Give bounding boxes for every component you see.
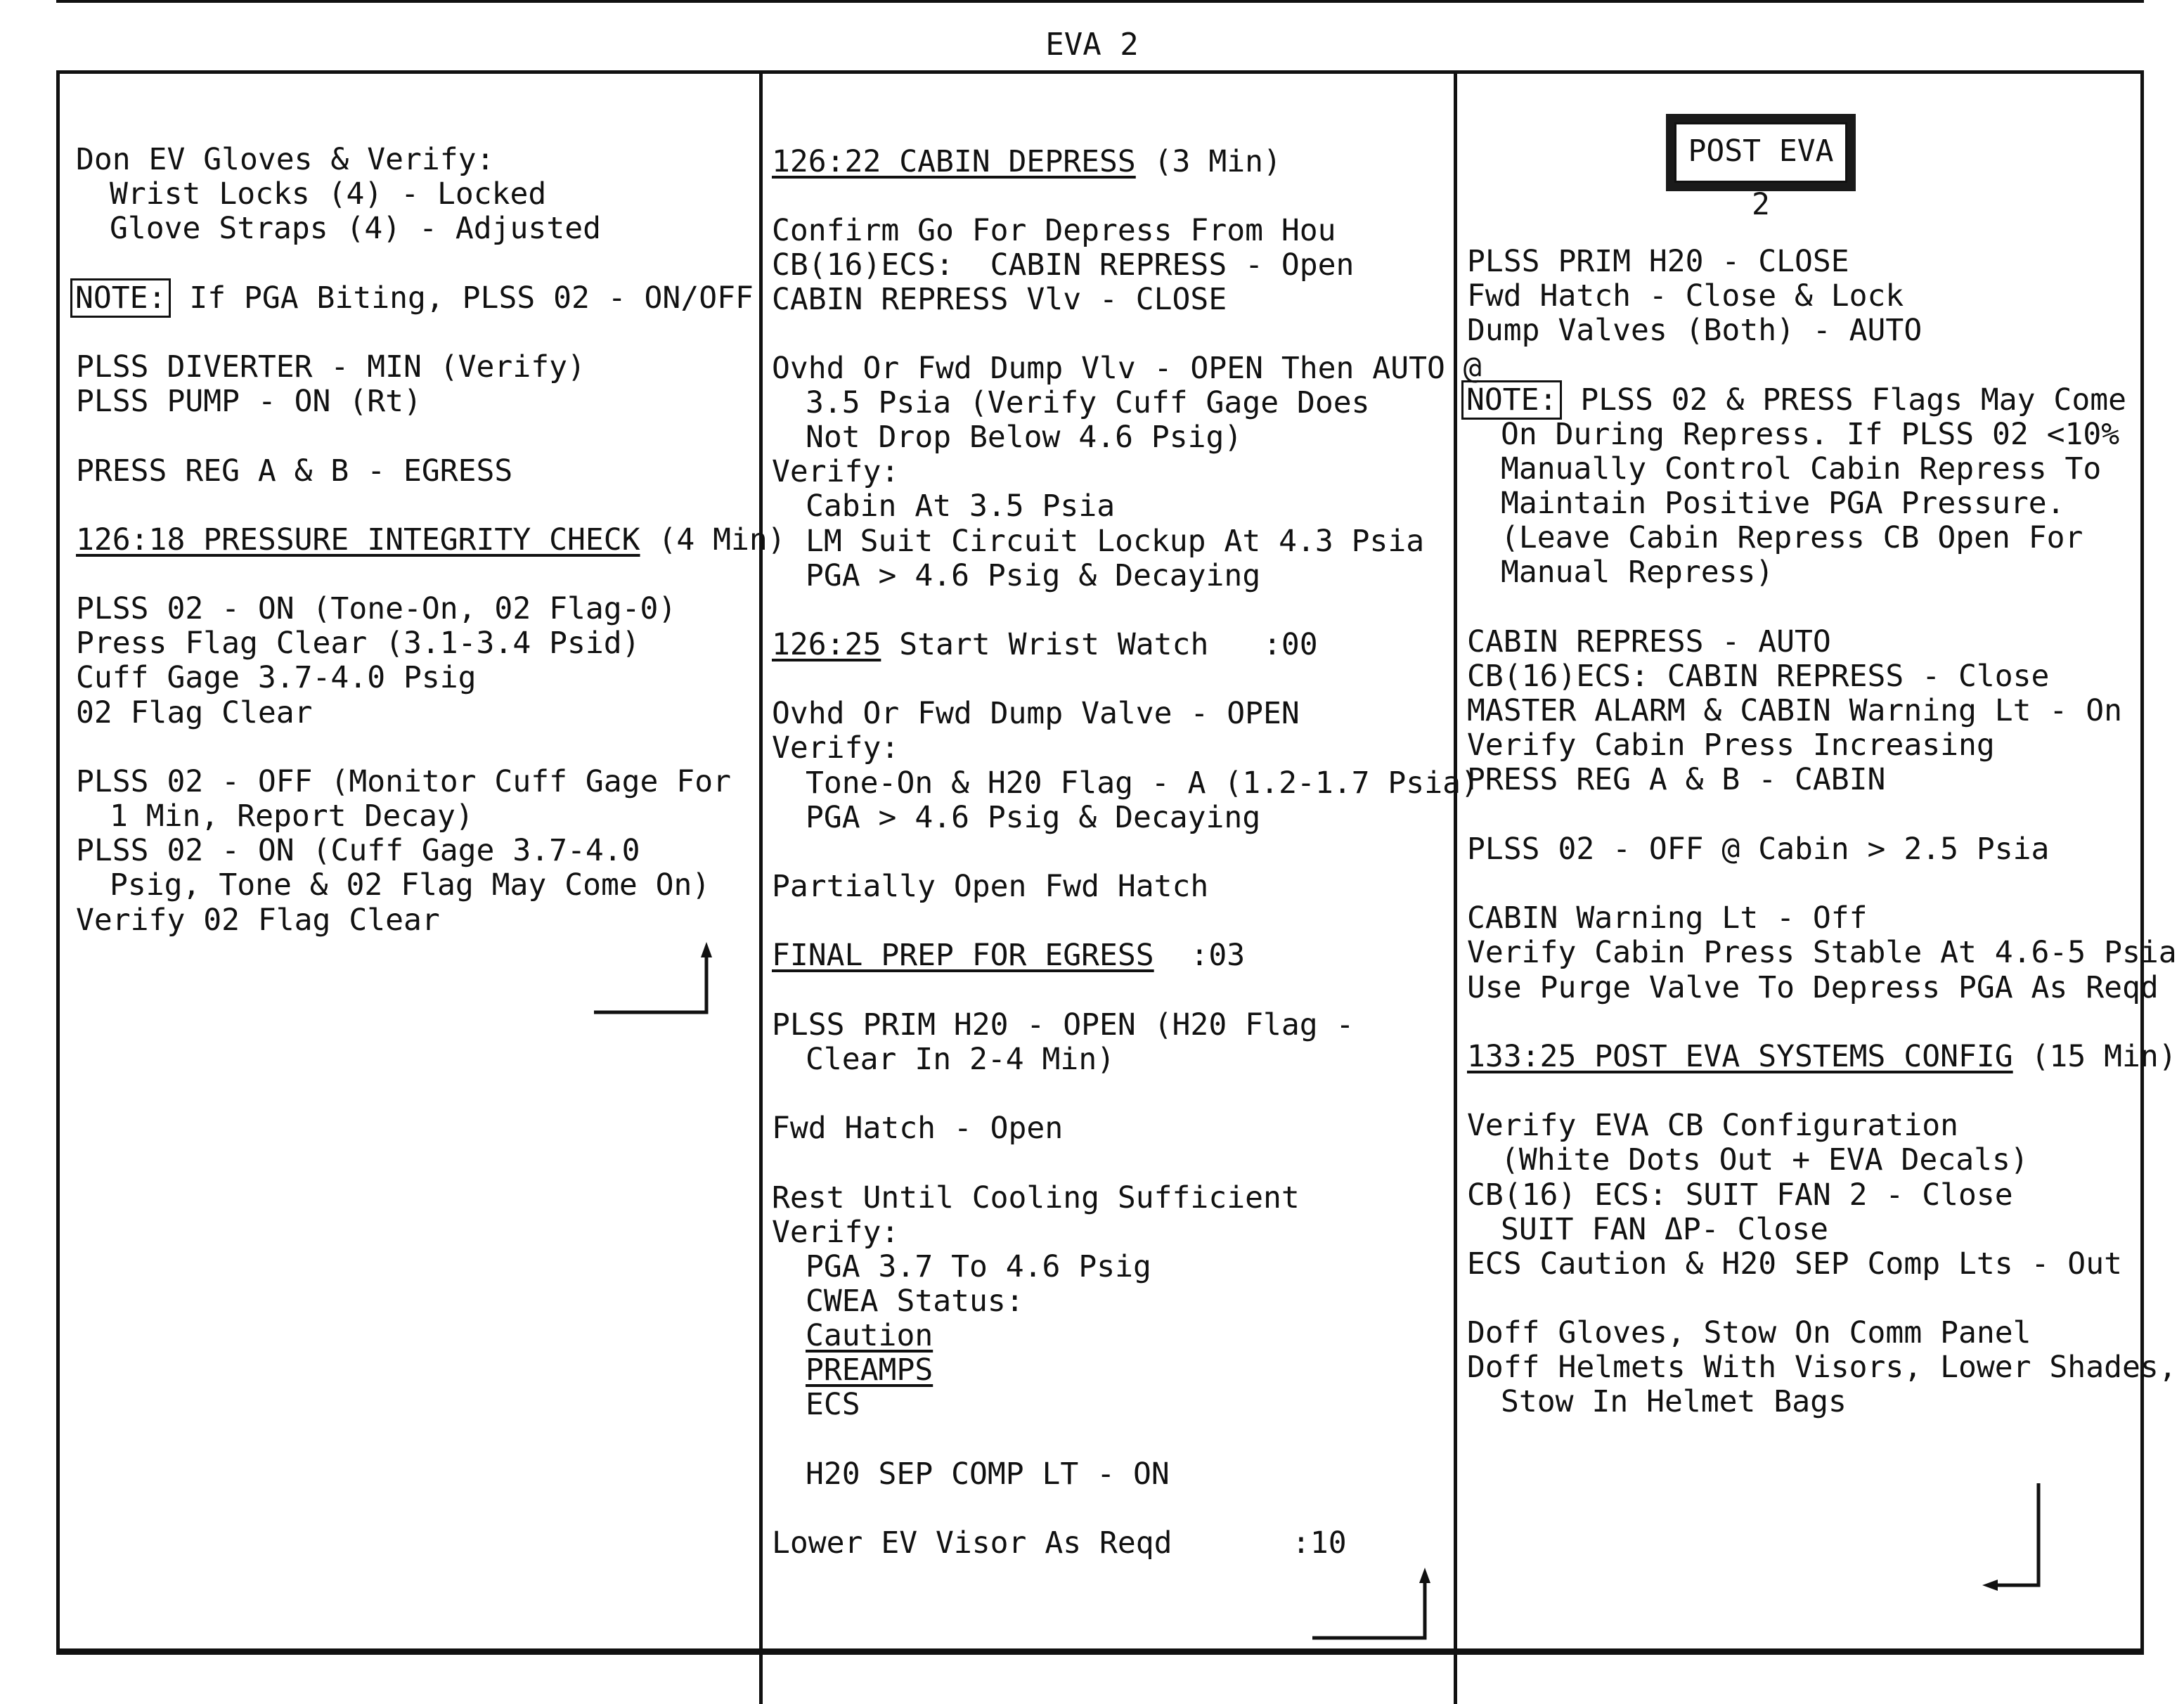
step-line: PRESS REG A & B - EGRESS bbox=[76, 453, 513, 489]
note-label: NOTE: bbox=[1461, 380, 1562, 420]
step-line: ECS Caution & H20 SEP Comp Lts - Out bbox=[1467, 1246, 2122, 1282]
cwea-preamps bbox=[772, 1353, 933, 1388]
note-line: Manual Repress) bbox=[1501, 555, 1774, 590]
step-line: Doff Helmets With Visors, Lower Shades, bbox=[1467, 1350, 2177, 1385]
note-text: PLSS 02 & PRESS Flags May Come bbox=[1580, 382, 2126, 418]
top-rule bbox=[56, 0, 2144, 3]
step-text: Lower EV Visor As Reqd bbox=[772, 1525, 1172, 1561]
step-line: PLSS PRIM H20 - OPEN (H20 Flag - bbox=[772, 1007, 1355, 1043]
column-divider bbox=[1454, 70, 1457, 1704]
step-line: CABIN REPRESS Vlv - CLOSE bbox=[772, 282, 1227, 317]
step-line: Partially Open Fwd Hatch bbox=[772, 869, 1209, 904]
bottom-band bbox=[56, 1652, 2144, 1704]
section-duration: (3 Min) bbox=[1154, 144, 1281, 179]
step-line: PGA > 4.6 Psig & Decaying bbox=[806, 800, 1261, 835]
step-line: Verify Cabin Press Increasing bbox=[1467, 728, 1995, 763]
section-heading bbox=[772, 628, 1318, 662]
step-line: PLSS 02 - OFF (Monitor Cuff Gage For bbox=[76, 764, 731, 799]
step-line: Ovhd Or Fwd Dump Vlv - OPEN Then AUTO @ bbox=[772, 351, 1482, 386]
cwea-caution bbox=[772, 1319, 933, 1353]
section-time: :03 bbox=[1190, 938, 1246, 973]
step-line: Tone-On & H20 Flag - A (1.2-1.7 Psia) bbox=[806, 766, 1479, 801]
step-line: PGA > 4.6 Psig & Decaying bbox=[806, 558, 1261, 593]
step-line: Cabin At 3.5 Psia bbox=[806, 489, 1116, 524]
section-heading bbox=[772, 145, 1281, 179]
section-heading bbox=[772, 938, 1245, 973]
step-line: PLSS 02 - OFF @ Cabin > 2.5 Psia bbox=[1467, 832, 2050, 867]
step-line: Doff Gloves, Stow On Comm Panel bbox=[1467, 1315, 2031, 1350]
cwea-caution-text: Caution bbox=[806, 1318, 933, 1353]
note-line: Manually Control Cabin Repress To bbox=[1501, 451, 2102, 486]
step-line: Ovhd Or Fwd Dump Valve - OPEN bbox=[772, 696, 1300, 731]
continue-arrow-icon bbox=[1309, 1568, 1435, 1645]
step-line: Psig, Tone & 02 Flag May Come On) bbox=[110, 867, 711, 903]
step-line: Verify EVA CB Configuration bbox=[1467, 1108, 1958, 1143]
step-line: Fwd Hatch - Close & Lock bbox=[1467, 278, 1904, 314]
step-line: Verify 02 Flag Clear bbox=[76, 903, 440, 938]
step-line bbox=[772, 1525, 1347, 1561]
step-line: Use Purge Valve To Depress PGA As Reqd bbox=[1467, 970, 2159, 1005]
step-line: PLSS DIVERTER - MIN (Verify) bbox=[76, 349, 586, 385]
step-line: 02 Flag Clear bbox=[76, 695, 313, 730]
step-line: Verify: bbox=[772, 730, 900, 766]
step-line: PRESS REG A & B - CABIN bbox=[1467, 762, 1886, 797]
section-heading-text: 126:22 CABIN DEPRESS bbox=[772, 144, 1136, 179]
step-line: Dump Valves (Both) - AUTO bbox=[1467, 313, 1923, 348]
section-heading-text: FINAL PREP FOR EGRESS bbox=[772, 938, 1154, 973]
step-line: Clear In 2-4 Min) bbox=[806, 1042, 1116, 1077]
step-line: CB(16) ECS: SUIT FAN 2 - Close bbox=[1467, 1177, 2013, 1213]
step-line: Verify Cabin Press Stable At 4.6-5 Psia bbox=[1467, 935, 2177, 970]
section-heading bbox=[1467, 1040, 2177, 1074]
step-line: CB(16)ECS: CABIN REPRESS - Close bbox=[1467, 659, 2050, 694]
section-heading-text: 126:18 PRESSURE INTEGRITY CHECK bbox=[76, 522, 640, 557]
column-1 bbox=[75, 70, 786, 1652]
step-line: Fwd Hatch - Open bbox=[772, 1111, 1064, 1146]
step-line: Cuff Gage 3.7-4.0 Psig bbox=[76, 660, 477, 695]
step-line: Verify: bbox=[772, 454, 900, 489]
note-line: (Leave Cabin Repress CB Open For bbox=[1501, 520, 2083, 555]
step-line: MASTER ALARM & CABIN Warning Lt - On bbox=[1467, 693, 2122, 728]
continue-arrow-icon bbox=[590, 942, 717, 1019]
step-line: PGA 3.7 To 4.6 Psig bbox=[806, 1249, 1151, 1284]
column-3 bbox=[1466, 70, 2177, 1652]
step-line: Not Drop Below 4.6 Psig) bbox=[806, 420, 1243, 455]
step-line: Press Flag Clear (3.1-3.4 Psid) bbox=[76, 626, 640, 661]
step-line: Wrist Locks (4) - Locked bbox=[110, 176, 547, 212]
note-text: If PGA Biting, PLSS 02 - ON/OFF bbox=[189, 280, 754, 316]
column-divider bbox=[759, 70, 763, 1704]
section-time: 126:25 bbox=[772, 627, 881, 662]
cwea-ecs: ECS bbox=[806, 1387, 860, 1422]
step-line: Rest Until Cooling Sufficient bbox=[772, 1180, 1300, 1215]
return-arrow-icon bbox=[1979, 1480, 2049, 1599]
step-line: CB(16)ECS: CABIN REPRESS - Open bbox=[772, 247, 1355, 283]
note-label: NOTE: bbox=[70, 278, 171, 318]
note-line: Maintain Positive PGA Pressure. bbox=[1501, 486, 2065, 521]
step-line: (White Dots Out + EVA Decals) bbox=[1501, 1142, 2029, 1177]
step-line: H20 SEP COMP LT - ON bbox=[806, 1457, 1170, 1492]
step-line: Stow In Helmet Bags bbox=[1501, 1384, 1847, 1419]
step-line: CABIN Warning Lt - Off bbox=[1467, 901, 1868, 936]
note-line bbox=[1467, 383, 2126, 418]
step-line: Glove Straps (4) - Adjusted bbox=[110, 211, 601, 246]
post-eva-badge-label: POST EVA 2 bbox=[1674, 122, 1847, 183]
step-line: PLSS 02 - ON (Tone-On, 02 Flag-0) bbox=[76, 591, 677, 626]
step-line: CABIN REPRESS - AUTO bbox=[1467, 624, 1831, 659]
step-time: :10 bbox=[1292, 1525, 1347, 1561]
step-line: Verify: bbox=[772, 1215, 900, 1250]
section-heading-text: Start Wrist Watch :00 bbox=[899, 627, 1318, 662]
step-line: LM Suit Circuit Lockup At 4.3 Psia bbox=[806, 524, 1425, 559]
section-duration: (15 Min) bbox=[2031, 1039, 2177, 1074]
note-line bbox=[76, 281, 754, 316]
step-line: 3.5 Psia (Verify Cuff Gage Does bbox=[806, 385, 1370, 420]
step-line: PLSS PRIM H20 - CLOSE bbox=[1467, 244, 1849, 279]
step-line: Don EV Gloves & Verify: bbox=[76, 142, 495, 177]
column-2 bbox=[772, 70, 1482, 1652]
section-heading bbox=[76, 523, 786, 557]
step-line: CWEA Status: bbox=[806, 1284, 1024, 1319]
note-line: On During Repress. If PLSS 02 <10% bbox=[1501, 417, 2120, 452]
section-heading-text: 133:25 POST EVA SYSTEMS CONFIG bbox=[1467, 1039, 2013, 1074]
step-line: PLSS 02 - ON (Cuff Gage 3.7-4.0 bbox=[76, 833, 640, 868]
page-title: EVA 2 bbox=[1045, 27, 1139, 63]
cwea-preamps-text: PREAMPS bbox=[806, 1353, 933, 1388]
step-line: SUIT FAN ΔP- Close bbox=[1501, 1212, 1828, 1247]
section-duration: (4 Min) bbox=[658, 522, 786, 557]
step-line: 1 Min, Report Decay) bbox=[110, 799, 474, 834]
step-line: PLSS PUMP - ON (Rt) bbox=[76, 384, 422, 419]
step-line: Confirm Go For Depress From Hou bbox=[772, 213, 1336, 248]
